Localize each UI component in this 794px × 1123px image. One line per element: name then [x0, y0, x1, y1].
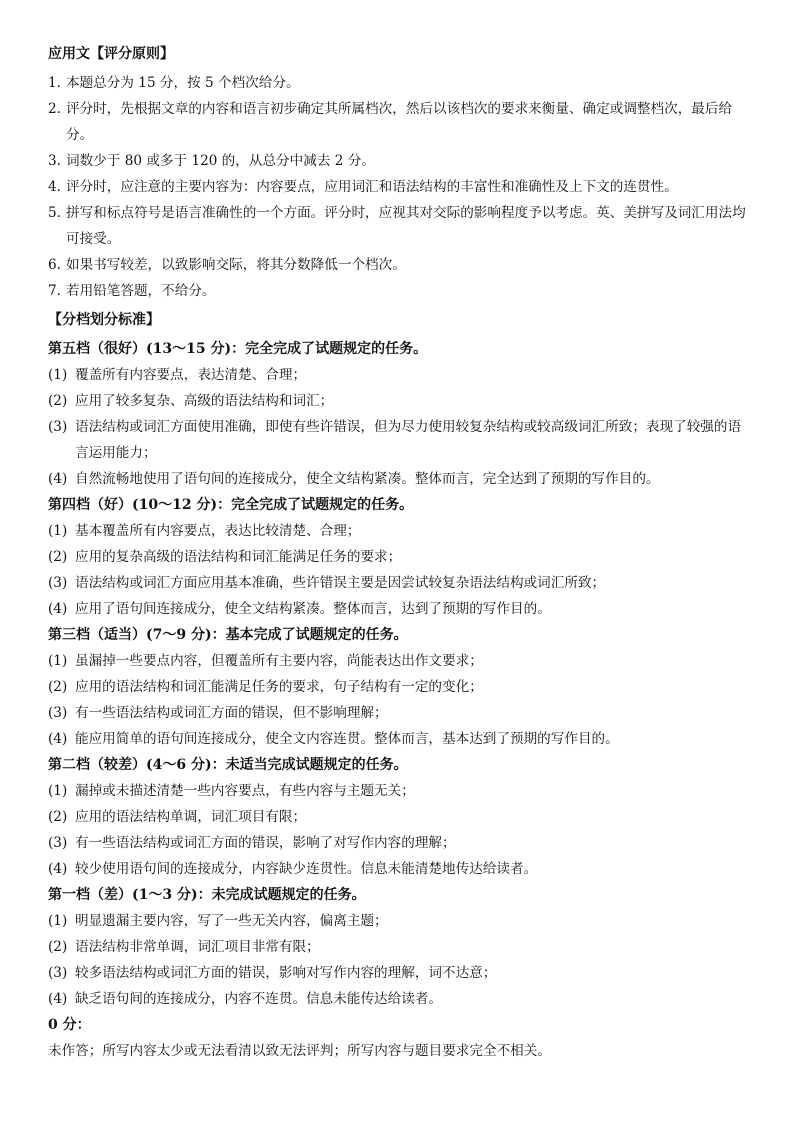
- list-item: [48, 544, 753, 570]
- item-number: 2.: [48, 101, 61, 117]
- item-text: 基本覆盖所有内容要点，表达比较清楚、合理；: [75, 523, 361, 539]
- item-text: 应用了语句间连接成分，使全文结构紧凑。整体而言，达到了预期的写作目的。: [75, 601, 551, 617]
- item-number: (4): [48, 731, 68, 747]
- item-number: (4): [48, 991, 68, 1007]
- list-item: [48, 96, 753, 148]
- item-text: 虽漏掉一些要点内容，但覆盖所有主要内容，尚能表达出作文要求；: [75, 653, 483, 669]
- item-text: 语法结构或词汇方面应用基本准确，些许错误主要是因尝试较复杂语法结构或词汇所致；: [75, 575, 606, 591]
- list-item: [48, 960, 753, 986]
- level-title: 第四档（好）(10～12 分)：完全完成了试题规定的任务。: [48, 497, 414, 513]
- item-text: 语法结构非常单调，词汇项目非常有限；: [75, 939, 320, 955]
- list-item: [48, 278, 753, 304]
- list-item: [48, 648, 753, 674]
- document-page: [48, 44, 753, 1064]
- list-item: [48, 856, 753, 882]
- zero-score-description: 未作答；所写内容太少或无法看清以致无法评判；所写内容与题目要求完全不相关。: [48, 1043, 551, 1059]
- list-item: [48, 148, 753, 174]
- criteria-title: 【分档划分标准】: [48, 312, 160, 328]
- item-text: 应用的语法结构单调，词汇项目有限；: [75, 809, 307, 825]
- list-item: [48, 674, 753, 700]
- list-item: [48, 596, 753, 622]
- level-block: [48, 622, 753, 752]
- item-text: 较多语法结构或词汇方面的错误，影响对写作内容的理解，词不达意；: [75, 965, 497, 981]
- level-title: 第三档（适当）(7～9 分)：基本完成了试题规定的任务。: [48, 627, 408, 643]
- item-number: 3.: [48, 153, 61, 169]
- level-block: [48, 336, 753, 492]
- zero-score-title: 0 分：: [48, 1017, 91, 1033]
- list-item: [48, 70, 753, 96]
- item-number: 5.: [48, 205, 61, 221]
- item-text: 本题总分为 15 分，按 5 个档次给分。: [66, 75, 300, 91]
- list-item: [48, 908, 753, 934]
- item-text: 有一些语法结构或词汇方面的错误，但不影响理解；: [75, 705, 388, 721]
- item-number: 7.: [48, 283, 61, 299]
- item-text: 覆盖所有内容要点，表达清楚、合理；: [75, 367, 307, 383]
- item-text: 应用的复杂高级的语法结构和词汇能满足任务的要求；: [75, 549, 402, 565]
- item-number: (2): [48, 809, 68, 825]
- list-item: [48, 830, 753, 856]
- list-item: [48, 804, 753, 830]
- level-block: [48, 882, 753, 1012]
- list-item: [48, 466, 753, 492]
- item-number: (1): [48, 367, 68, 383]
- list-item: [48, 362, 753, 388]
- principles-title: 应用文【评分原则】: [48, 46, 174, 62]
- item-text: 较少使用语句间的连接成分，内容缺少连贯性。信息未能清楚地传达给读者。: [75, 861, 538, 877]
- level-block: [48, 752, 753, 882]
- item-text: 语法结构或词汇方面使用准确，即使有些许错误，但为尽力使用较复杂结构或较高级词汇所致；表现了较强的语言运用能力；: [75, 419, 742, 461]
- list-item: [48, 726, 753, 752]
- list-item: [48, 700, 753, 726]
- list-item: [48, 778, 753, 804]
- item-number: 4.: [48, 179, 61, 195]
- item-text: 评分时，先根据文章的内容和语言初步确定其所属档次，然后以该档次的要求来衡量、确定或调整档次，最后给分。: [66, 101, 733, 143]
- item-text: 如果书写较差，以致影响交际，将其分数降低一个档次。: [66, 257, 406, 273]
- level-title: 第五档（很好）(13～15 分)：完全完成了试题规定的任务。: [48, 341, 428, 357]
- item-number: (1): [48, 653, 68, 669]
- item-number: 6.: [48, 257, 61, 273]
- item-number: (1): [48, 913, 68, 929]
- list-item: [48, 388, 753, 414]
- item-number: (2): [48, 549, 68, 565]
- principles-list: [48, 70, 753, 304]
- item-number: (1): [48, 523, 68, 539]
- item-number: (3): [48, 835, 68, 851]
- item-number: (4): [48, 861, 68, 877]
- item-text: 能应用简单的语句间连接成分，使全文内容连贯。整体而言，基本达到了预期的写作目的。: [75, 731, 619, 747]
- item-number: 1.: [48, 75, 61, 91]
- list-item: [48, 934, 753, 960]
- item-text: 自然流畅地使用了语句间的连接成分，使全文结构紧凑。整体而言，完全达到了预期的写作目的。: [75, 471, 660, 487]
- list-item: [48, 570, 753, 596]
- item-text: 词数少于 80 或多于 120 的，从总分中减去 2 分。: [66, 153, 375, 169]
- list-item: [48, 414, 753, 466]
- criteria-levels: [48, 336, 753, 1012]
- list-item: [48, 986, 753, 1012]
- list-item: [48, 518, 753, 544]
- list-item: [48, 174, 753, 200]
- item-text: 拼写和标点符号是语言准确性的一个方面。评分时，应视其对交际的影响程度予以考虑。英、美拼写及词汇用法均可接受。: [66, 205, 746, 247]
- item-text: 明显遗漏主要内容，写了一些无关内容，偏离主题；: [75, 913, 388, 929]
- item-text: 漏掉或未描述清楚一些内容要点，有些内容与主题无关；: [75, 783, 415, 799]
- level-block: [48, 492, 753, 622]
- item-number: (4): [48, 471, 68, 487]
- list-item: [48, 252, 753, 278]
- level-title: 第一档（差）(1～3 分)：未完成试题规定的任务。: [48, 887, 366, 903]
- item-text: 评分时，应注意的主要内容为：内容要点，应用词汇和语法结构的丰富性和准确性及上下文的连贯性。: [66, 179, 678, 195]
- item-number: (1): [48, 783, 68, 799]
- item-text: 有一些语法结构或词汇方面的错误，影响了对写作内容的理解；: [75, 835, 456, 851]
- item-number: (4): [48, 601, 68, 617]
- item-text: 应用的语法结构和词汇能满足任务的要求，句子结构有一定的变化；: [75, 679, 483, 695]
- item-number: (2): [48, 393, 68, 409]
- item-number: (2): [48, 679, 68, 695]
- item-number: (3): [48, 575, 68, 591]
- item-text: 应用了较多复杂、高级的语法结构和词汇；: [75, 393, 334, 409]
- item-number: (3): [48, 965, 68, 981]
- level-title: 第二档（较差）(4～6 分)：未适当完成试题规定的任务。: [48, 757, 408, 773]
- item-number: (2): [48, 939, 68, 955]
- item-number: (3): [48, 419, 68, 435]
- item-text: 缺乏语句间的连接成分，内容不连贯。信息未能传达给读者。: [75, 991, 443, 1007]
- item-text: 若用铅笔答题，不给分。: [66, 283, 216, 299]
- list-item: [48, 200, 753, 252]
- item-number: (3): [48, 705, 68, 721]
